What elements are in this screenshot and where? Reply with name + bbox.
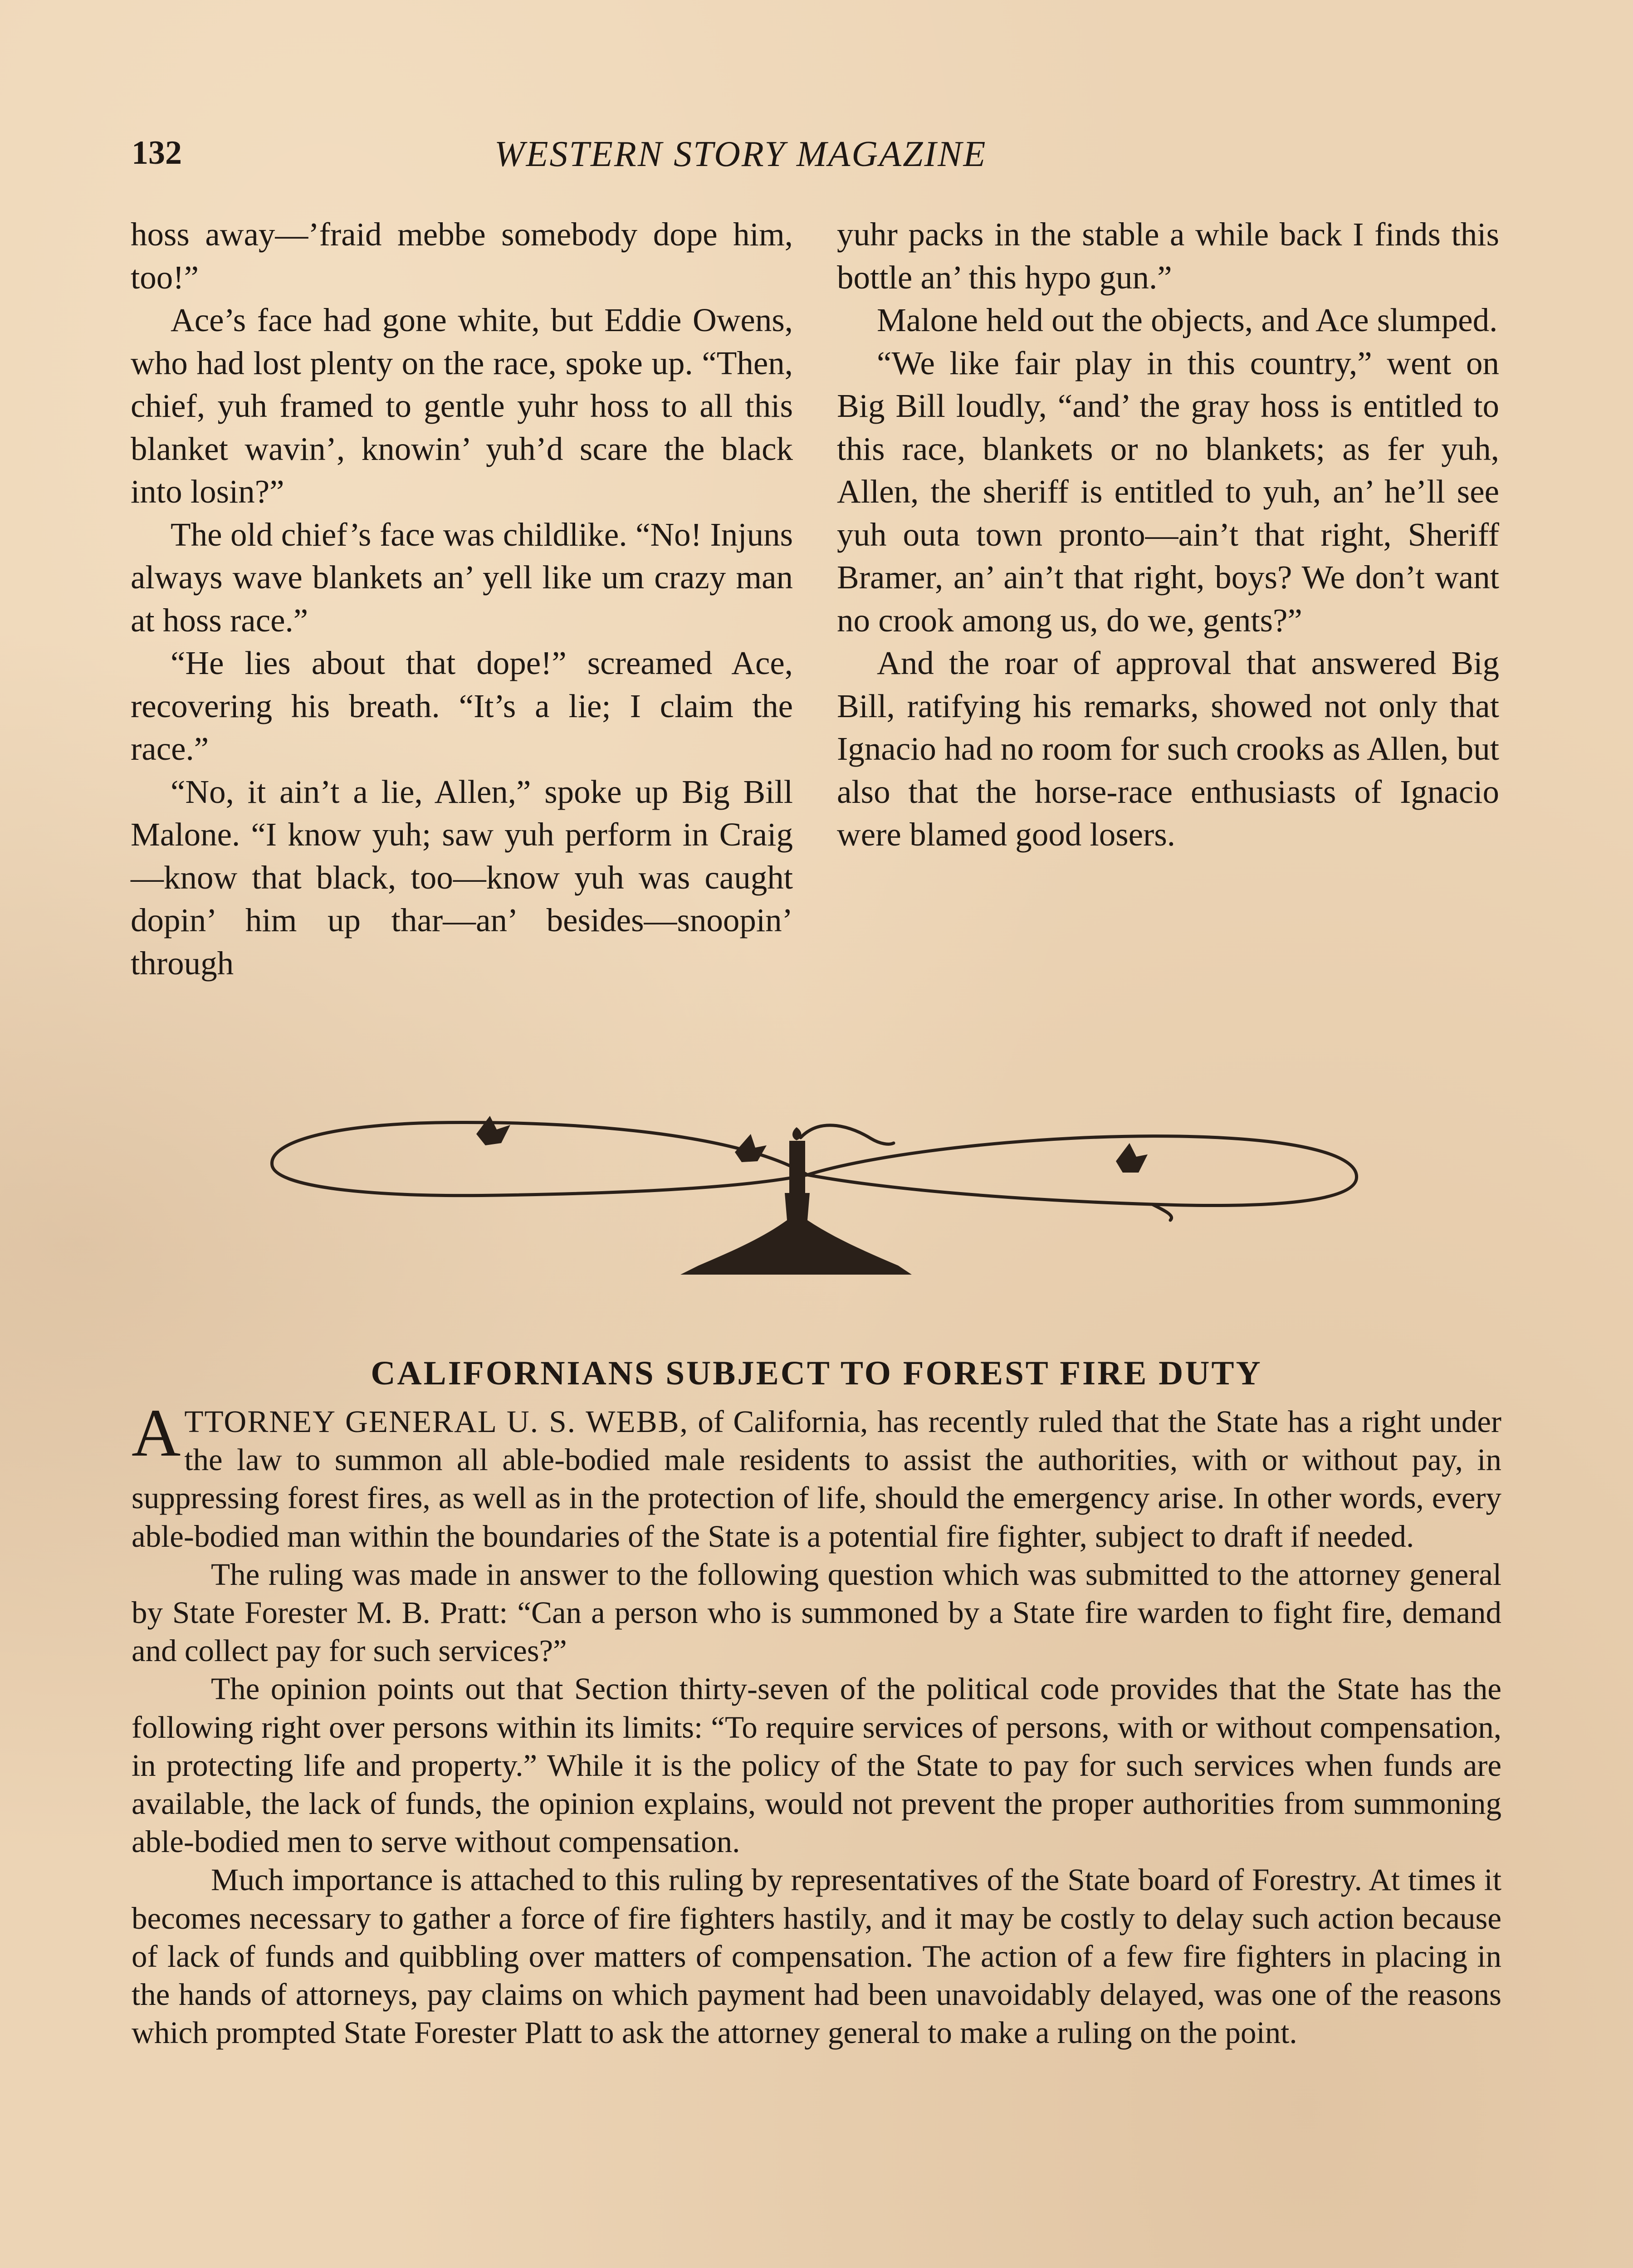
article-paragraph: The ruling was made in answer to the following question which was submitted to the attorney general by State Forester M. B. Pratt: “Can a person who is summoned by a State fire warden to fight fire, demand and collect pay for such services?” — [132, 1557, 1501, 1668]
candle-lasso-ornament — [263, 1084, 1370, 1293]
drop-cap: A — [132, 1395, 181, 1471]
article-body — [132, 1395, 1501, 2052]
lead-rest: of California, has recently ruled that the State has a right under the law to summon all able-bodied male residents to assist the authorities, with or without pay, in suppressing forest fires, as well as in the protection of life, should the emergency arise. In other words, every able-bodied man within the boundaries of the State is a potential fire fighter, subject to draft if needed. — [132, 1404, 1501, 1554]
story-left-column — [131, 213, 793, 985]
story-paragraph: “He lies about that dope!” screamed Ace, recovering his breath. “It’s a lie; I claim the race.” — [131, 645, 793, 767]
magazine-title: WESTERN STORY MAGAZINE — [494, 134, 987, 174]
story-paragraph: hoss away—’fraid mebbe somebody dope him, too!” — [131, 216, 793, 296]
story-paragraph: “We like fair play in this country,” went on Big Bill loudly, “and’ the gray hoss is entitled to this race, blankets or no blankets; as fer yuh, Allen, the sheriff is entitled to yuh, an’ he’ll see yuh outa town pronto—ain’t that right, Sheriff Bramer, an’ ain’t that right, boys? We don’t want no crook among us, do we, gents?” — [837, 344, 1499, 639]
story-paragraph: And the roar of approval that answered Big Bill, ratifying his remarks, showed not only that Ignacio had no room for such crooks as Allen, but also that the horse-race enthusiasts of Ignacio were blamed good losers. — [837, 645, 1499, 853]
story-paragraph: “No, it ain’t a lie, Allen,” spoke up Big Bill Malone. “I know yuh; saw yuh perform in Craig—know that black, too—know yuh was caught dopin’ him up thar—an’ besides—snoopin’ through — [131, 773, 793, 982]
story-paragraph: yuhr packs in the stable a while back I finds this bottle an’ this hypo gun.” — [837, 216, 1499, 296]
article-paragraph: The opinion points out that Section thirty-seven of the political code provides that the State has the following right over persons within its limits: “To require services of persons, with or without compensation, in protecting life and property.” While it is the policy of the State to pay for such services when funds are available, the lack of funds, the opinion explains, would not prevent the proper authorities from summoning able-bodied men to serve without compensation. — [132, 1672, 1501, 1859]
article-title: CALIFORNIANS SUBJECT TO FOREST FIRE DUTY — [371, 1354, 1262, 1392]
article-lead-paragraph — [132, 1395, 1501, 1555]
story-right-column — [837, 213, 1499, 856]
story-paragraph: The old chief’s face was childlike. “No! Injuns always wave blankets an’ yell like um crazy man at hoss race.” — [131, 516, 793, 639]
lead-caps: TTORNEY GENERAL U. S. WEBB, — [184, 1404, 689, 1439]
story-paragraph: Malone held out the objects, and Ace slumped. — [877, 302, 1498, 338]
page-number: 132 — [132, 134, 182, 171]
story-paragraph: Ace’s face had gone white, but Eddie Owens, who had lost plenty on the race, spoke up. “Then, chief, yuh framed to gentle yuhr hoss to all this blanket wavin’, knowin’ yuh’d scare the black into losin?” — [131, 302, 793, 510]
article-paragraph: Much importance is attached to this ruling by representatives of the State board of Forestry. At times it becomes necessary to gather a force of fire fighters hastily, and it may be costly to delay such action because of lack of funds and quibbling over matters of compensation. The action of a few fire fighters in placing in the hands of attorneys, pay claims on which payment had been unavoidably delayed, was one of the reasons which prompted State Forester Platt to ask the attorney general to make a ruling on the point. — [132, 1862, 1501, 2050]
